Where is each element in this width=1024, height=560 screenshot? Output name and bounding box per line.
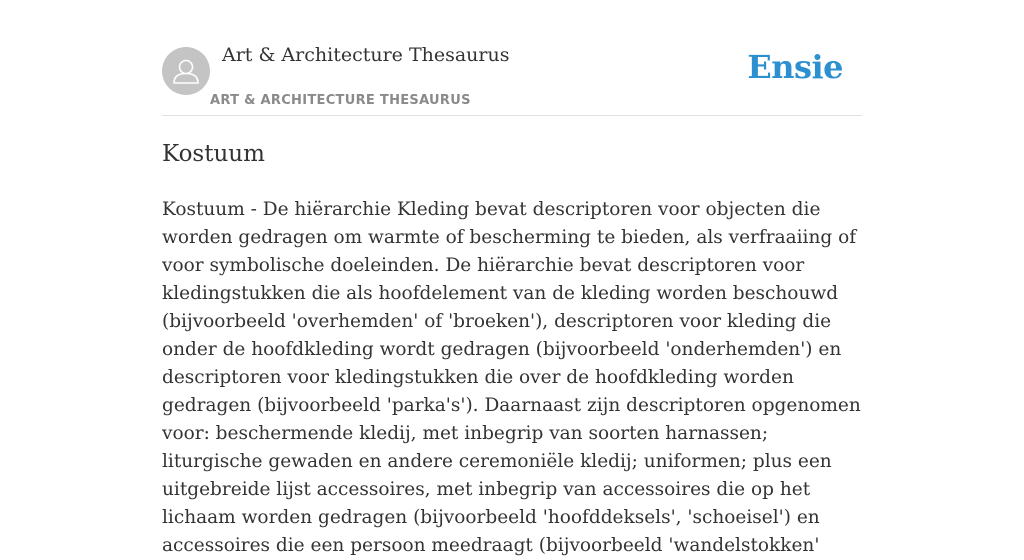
article xyxy=(162,138,866,560)
avatar[interactable] xyxy=(162,47,210,95)
article-body: Kostuum - De hiërarchie Kleding bevat descriptoren voor objecten die worden gedragen om warmte of bescherming te bieden, als verfraaiing of voor symbolische doeleinden. De hiërarchie bevat descriptoren voor kledingstukken die als hoofdelement van de kleding worden beschouwd (bijvoorbeeld 'overhemden' of 'broeken'), descriptoren voor kleding die onder de hoofdkleding wordt gedragen (bijvoorbeeld 'onderhemden') en descriptoren voor kledingstukken die over de hoofdkleding worden gedragen (bijvoorbeeld 'parka's'). Daarnaast zijn descriptoren opgenomen voor: beschermende kledij, met inbegrip van soorten harnassen; liturgische gewaden en andere ceremoniële kledij; uniformen; plus een uitgebreide lijst accessoires, met inbegrip van accessoires die op het lichaam worden gedragen (bijvoorbeeld 'hoofddeksels', 'schoeisel') en accessoires die een persoon meedraagt (bijvoorbeeld 'wandelstokken' xyxy=(162,199,861,556)
site-subtitle[interactable]: ART & ARCHITECTURE THESAURUS xyxy=(210,93,471,108)
article-title: Kostuum xyxy=(162,141,265,167)
site-title[interactable]: Art & Architecture Thesaurus xyxy=(222,44,510,66)
user-silhouette-icon xyxy=(162,47,210,95)
brand-logo[interactable]: Ensie xyxy=(747,48,843,86)
site-header xyxy=(162,0,862,116)
